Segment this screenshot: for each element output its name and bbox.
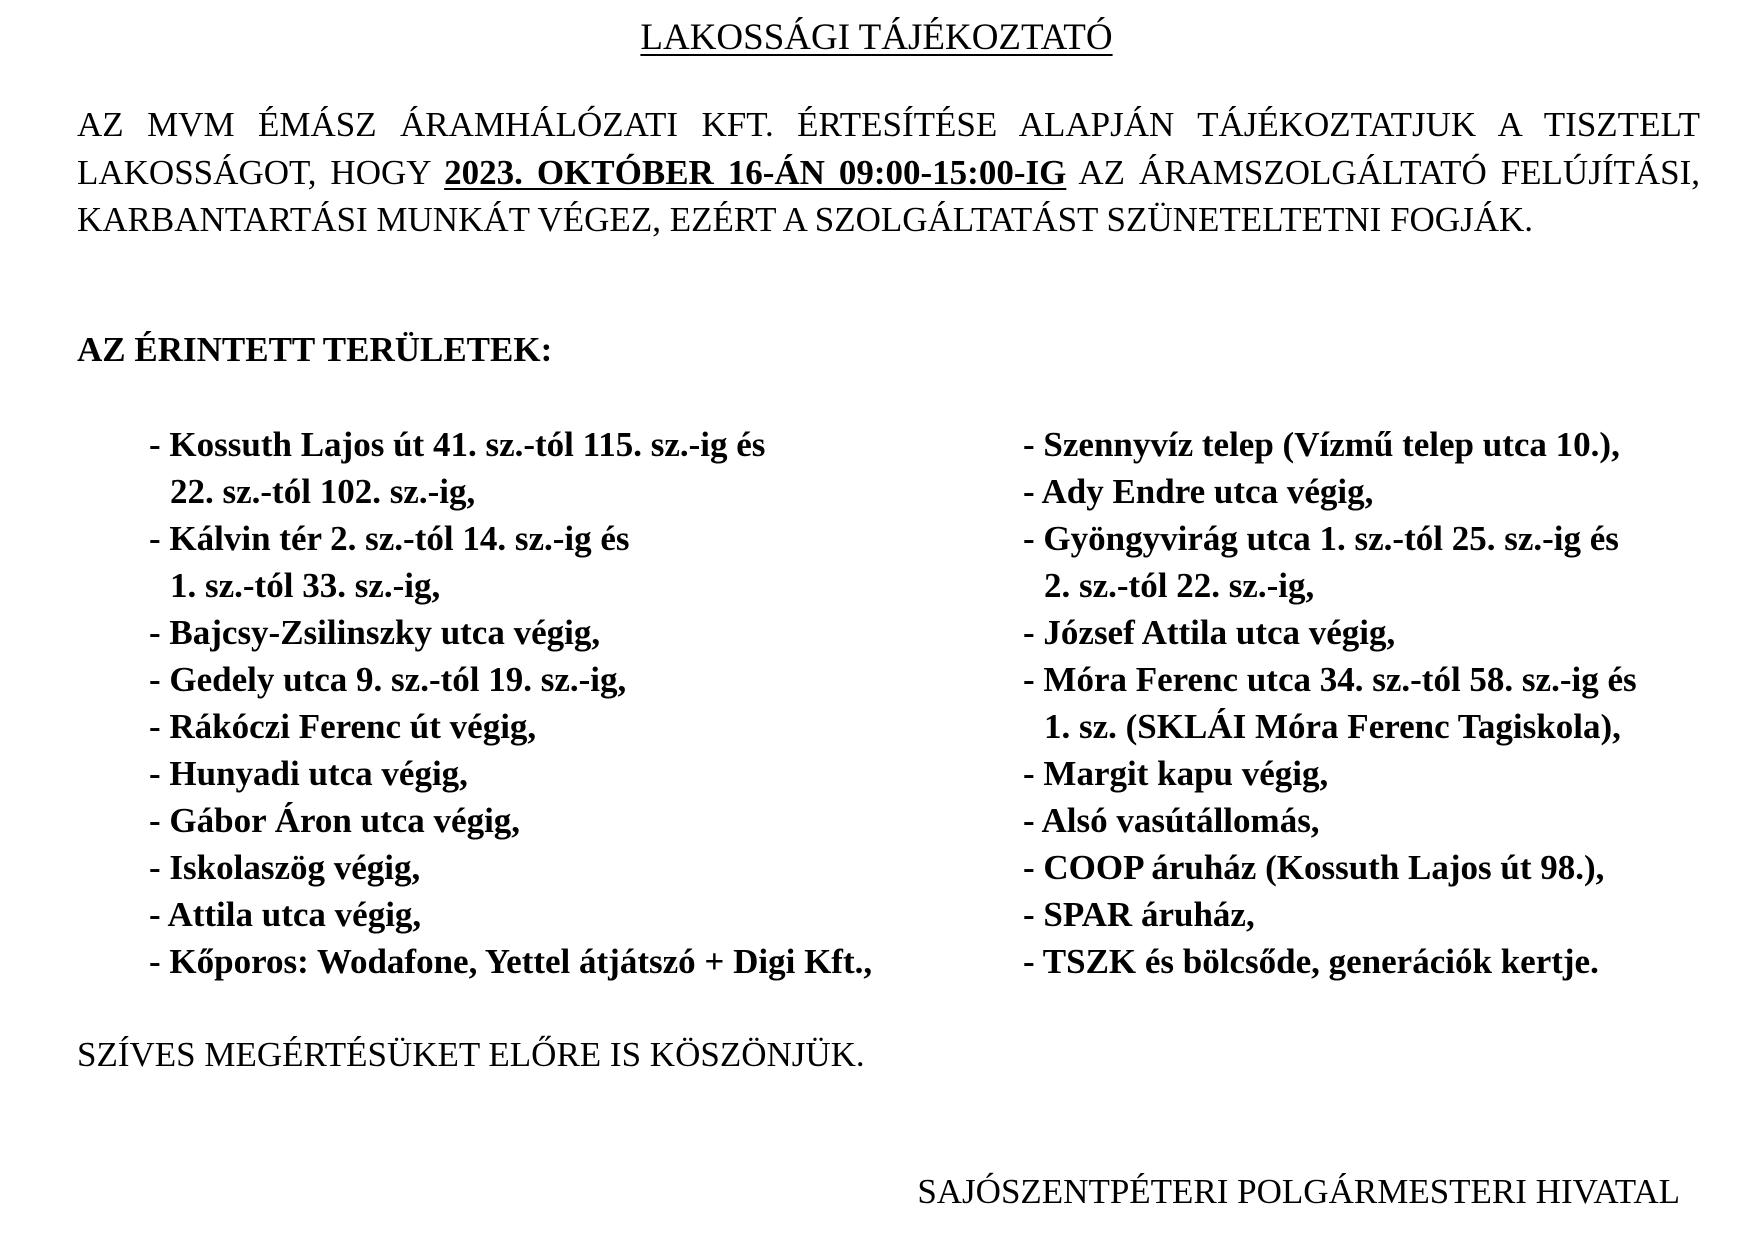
area-item: - Alsó vasútállomás, [1023,801,1320,840]
area-item-continuation: 1. sz. (SKLÁI Móra Ferenc Tagiskola), [1044,707,1621,746]
area-item: - Attila utca végig, [149,895,422,934]
area-item-continuation: 2. sz.-tól 22. sz.-ig, [1044,566,1315,605]
area-item: - TSZK és bölcsőde, generációk kertje. [1023,942,1599,981]
area-item: - Rákóczi Ferenc út végig, [149,707,537,746]
area-item: - Móra Ferenc utca 34. sz.-tól 58. sz.-ig és [1023,660,1637,699]
area-item: - Kálvin tér 2. sz.-tól 14. sz.-ig és [149,519,630,558]
intro-paragraph [77,101,1700,244]
areas-left-column [149,421,872,985]
area-item: - COOP áruház (Kossuth Lajos út 98.), [1023,848,1605,887]
closing-text: SZÍVES MEGÉRTÉSÜKET ELŐRE IS KÖSZÖNJÜK. [77,1035,865,1074]
intro-text-start: AZ MVM ÉMÁSZ ÁRAMHÁLÓZATI KFT. ÉRTESÍTÉSE ALAPJÁN TÁJÉKOZTATJUK A TISZTELT LAKOSSÁGOT, HOGY [77,105,1700,192]
area-item: - Gyöngyvirág utca 1. sz.-tól 25. sz.-ig és [1023,519,1619,558]
signature: SAJÓSZENTPÉTERI POLGÁRMESTERI HIVATAL [917,1172,1680,1211]
area-item: - Bajcsy-Zsilinszky utca végig, [149,613,601,652]
area-item: - Kossuth Lajos út 41. sz.-tól 115. sz.-ig és [149,425,766,464]
page-title: LAKOSSÁGI TÁJÉKOZTATÓ [640,17,1113,58]
intro-text-end: AZ ÁRAMSZOLGÁLTATÓ FELÚJÍTÁSI, KARBANTARTÁSI MUNKÁT VÉGEZ, EZÉRT A SZOLGÁLTATÁST SZÜNETELTETNI FOGJÁK. [77,152,1701,239]
area-item: - Hunyadi utca végig, [149,754,468,793]
area-item: - Kőporos: Wodafone, Yettel átjátszó + Digi Kft., [149,942,873,981]
area-item: - Iskolaszög végig, [149,848,421,887]
area-item: - Ady Endre utca végig, [1023,472,1374,511]
areas-heading: AZ ÉRINTETT TERÜLETEK: [77,330,553,369]
area-item: - Gábor Áron utca végig, [149,801,521,840]
outage-date: 2023. OKTÓBER 16-ÁN 09:00-15:00-IG [444,152,1067,192]
area-item-continuation: 22. sz.-tól 102. sz.-ig, [170,472,476,511]
area-item: - SPAR áruház, [1023,895,1255,934]
area-item-continuation: 1. sz.-tól 33. sz.-ig, [170,566,441,605]
area-item: - József Attila utca végig, [1023,613,1396,652]
area-item: - Margit kapu végig, [1023,754,1329,793]
area-item: - Szennyvíz telep (Vízmű telep utca 10.), [1023,425,1620,464]
area-item: - Gedely utca 9. sz.-tól 19. sz.-ig, [149,660,627,699]
areas-right-column [1023,421,1637,985]
